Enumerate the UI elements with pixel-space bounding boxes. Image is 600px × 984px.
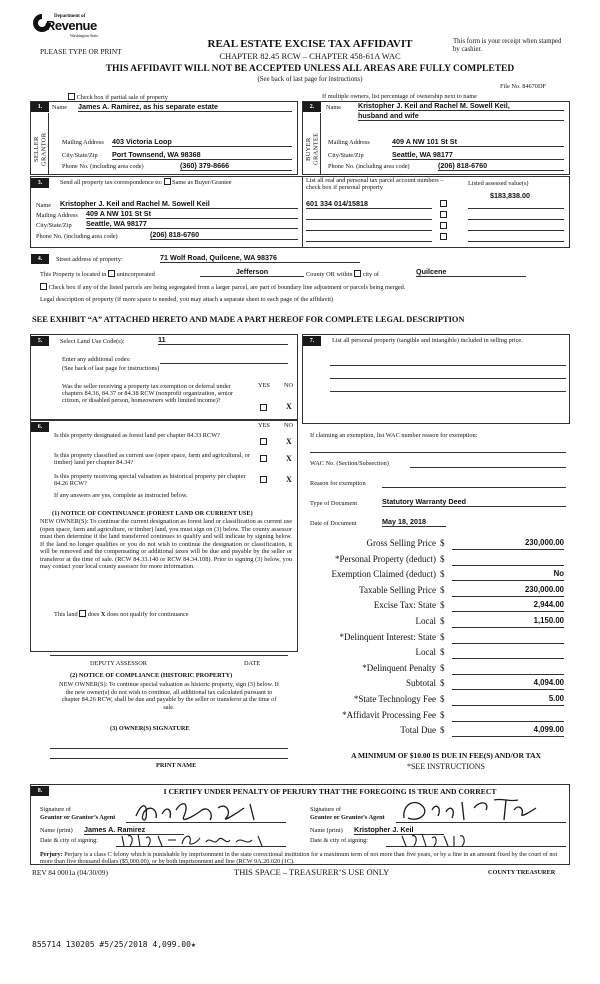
multiple-owners-note: If multiple owners, list percentage of ownership next to name bbox=[322, 93, 477, 100]
assessed-value[interactable]: $183,838.00 bbox=[490, 191, 530, 200]
seller-city-label: City/State/Zip bbox=[62, 152, 98, 159]
section5-no-mark[interactable]: X bbox=[286, 402, 292, 411]
tax-phone-value[interactable]: (206) 818-6760 bbox=[150, 231, 298, 240]
grantee-signature-label-2: Grantee or Grantee’s Agent bbox=[310, 814, 385, 821]
land-use-see-back: (See back of last page for instructions) bbox=[62, 365, 160, 372]
land-use-code[interactable]: 11 bbox=[158, 336, 288, 345]
perjury-notice bbox=[40, 851, 566, 866]
section6-no-header: NO bbox=[284, 422, 294, 429]
section-8-number: 8. bbox=[31, 786, 49, 796]
this-land-label: This land bbox=[54, 611, 78, 618]
buyer-city-label: City/State/Zip bbox=[328, 152, 364, 159]
section-4-number: 4. bbox=[31, 254, 49, 264]
tax-phone-label: Phone No. (including area code) bbox=[36, 233, 118, 240]
partial-sale-label: Check box if partial sale of property bbox=[76, 94, 168, 101]
calc-label: Taxable Selling Price bbox=[359, 584, 436, 595]
perjury-label: Perjury: bbox=[40, 851, 63, 858]
calc-value[interactable]: 4,094.00 bbox=[452, 679, 564, 690]
print-name-label: PRINT NAME bbox=[156, 762, 197, 769]
document-type-value[interactable]: Statutory Warranty Deed bbox=[382, 498, 566, 507]
buyer-phone-label: Phone No. (including area code) bbox=[328, 163, 410, 170]
county-value[interactable]: Jefferson bbox=[200, 268, 304, 277]
section-6-number: 6. bbox=[31, 422, 49, 432]
calc-label: *Delinquent Penalty bbox=[362, 662, 436, 673]
q2-no-mark[interactable]: X bbox=[286, 454, 292, 463]
does-qualify-checkbox[interactable] bbox=[79, 610, 86, 617]
current-use-question: Is this property classified as current use (open space, farm and agricultural, or timber) land per chapter 84.34? bbox=[54, 452, 250, 467]
grantee-name-label: Name (print) bbox=[310, 827, 343, 834]
tax-name-value[interactable]: Kristopher J. Keil and Rachel M. Sowell Keil bbox=[60, 200, 298, 209]
parcel-1-personal-checkbox[interactable] bbox=[440, 200, 447, 207]
grantee-signature-label-1: Signature of bbox=[310, 806, 341, 813]
buyer-phone-value[interactable]: (206) 818-6760 bbox=[438, 162, 564, 171]
seller-address-label: Mailing Address bbox=[62, 139, 104, 146]
calc-value[interactable]: 230,000.00 bbox=[452, 586, 564, 597]
logo-main-text: Revenue bbox=[46, 18, 97, 33]
tax-city-label: City/State/Zip bbox=[36, 222, 72, 229]
county-label: County OR within bbox=[306, 271, 353, 278]
segregated-row bbox=[40, 283, 570, 291]
calc-currency: $ bbox=[440, 662, 445, 673]
forest-land-question: Is this property designated as forest land per chapter 84.33 RCW? bbox=[54, 432, 220, 439]
calc-value[interactable]: 2,944.00 bbox=[452, 601, 564, 612]
section-1-number: 1. bbox=[31, 102, 49, 112]
notice-continuance-title: (1) NOTICE OF CONTINUANCE (FOREST LAND OR CURRENT USE) bbox=[52, 510, 253, 517]
calc-label: Total Due bbox=[400, 725, 436, 736]
seller-name-label: Name bbox=[52, 104, 68, 111]
if-yes-instruction: If any answers are yes, complete as instructed below. bbox=[54, 492, 188, 499]
grantee-signature[interactable] bbox=[398, 796, 558, 824]
section-5-number: 5. bbox=[31, 336, 49, 346]
same-as-buyer-label: Same as Buyer/Grantee bbox=[172, 179, 232, 186]
grantee-date-label: Date & city of signing: bbox=[310, 837, 369, 844]
section-2-number: 2. bbox=[303, 102, 321, 112]
form-title: REAL ESTATE EXCISE TAX AFFIDAVIT bbox=[207, 38, 413, 50]
calc-value[interactable]: 230,000.00 bbox=[452, 539, 564, 550]
unincorporated-label: unincorporated bbox=[116, 271, 155, 278]
grantor-date-city-handwriting[interactable] bbox=[118, 832, 278, 848]
q3-no-mark[interactable]: X bbox=[286, 475, 292, 484]
notice-compliance-title: (2) NOTICE OF COMPLIANCE (HISTORIC PROPERTY) bbox=[70, 672, 233, 679]
location-row bbox=[40, 270, 155, 278]
tax-name-label: Name bbox=[36, 202, 52, 209]
county-treasurer-label: COUNTY TREASURER bbox=[488, 869, 556, 876]
partial-sale-row bbox=[68, 93, 168, 101]
section-3-number: 3. bbox=[31, 178, 49, 188]
calc-label: Local bbox=[415, 647, 436, 658]
form-revision: REV 84 0001a (04/30/09) bbox=[32, 868, 108, 877]
unincorporated-checkbox[interactable] bbox=[108, 270, 115, 277]
q1-yes-checkbox[interactable] bbox=[260, 438, 267, 445]
calc-label: *Personal Property (deduct) bbox=[335, 553, 436, 564]
calc-currency: $ bbox=[440, 584, 445, 595]
calc-currency: $ bbox=[440, 600, 445, 611]
section5-yes-header: YES bbox=[258, 382, 270, 389]
seller-phone-label: Phone No. (including area code) bbox=[62, 163, 144, 170]
grantor-signature[interactable] bbox=[132, 798, 282, 824]
calc-label: Subtotal bbox=[405, 678, 436, 689]
calc-label: Excise Tax: State bbox=[373, 600, 436, 611]
grantor-name-value[interactable]: James A. Ramirez bbox=[84, 826, 184, 835]
grantee-name-value[interactable]: Kristopher J. Keil bbox=[354, 826, 444, 835]
section6-yes-header: YES bbox=[258, 422, 270, 429]
calc-label: *Delinquent Interest: State bbox=[339, 631, 436, 642]
deputy-date-label: DATE bbox=[244, 660, 261, 667]
perjury-text: Perjury is a class C felony which is punishable by imprisonment in the state correctional institution for a maximum term of not more than five years, or by a fine in an amount fixed by the court of not more than five thousand dollars ($5,000.00), or by both imprisonment and fine (RCW 9A.20.020 (1C). bbox=[40, 851, 558, 866]
owner-signature-label: (3) OWNER(S) SIGNATURE bbox=[110, 725, 190, 732]
calc-currency: $ bbox=[440, 553, 445, 564]
see-instructions-text: *SEE INSTRUCTIONS bbox=[406, 762, 485, 771]
buyer-side-label: BUYER GRANTEE bbox=[305, 132, 320, 166]
document-date-label: Date of Document bbox=[310, 520, 357, 527]
calc-value[interactable]: 5.00 bbox=[452, 695, 564, 706]
segregated-checkbox[interactable] bbox=[40, 283, 47, 290]
send-correspondence-row bbox=[60, 178, 232, 186]
does-label: does bbox=[87, 611, 100, 618]
exhibit-a-text: SEE EXHIBIT “A” ATTACHED HERETO AND MADE A PART HEREOF FOR COMPLETE LEGAL DESCRIPTION bbox=[32, 315, 465, 324]
grantor-name-label: Name (print) bbox=[40, 827, 73, 834]
send-correspondence-label: Send all property tax correspondence to: bbox=[60, 179, 162, 186]
land-use-section bbox=[30, 334, 298, 420]
deputy-assessor-label: DEPUTY ASSESSOR bbox=[90, 660, 147, 667]
street-address-value[interactable]: 71 Wolf Road, Quilcene, WA 98376 bbox=[160, 254, 360, 263]
document-type-label: Type of Document bbox=[310, 500, 358, 507]
calc-label: Gross Selling Price bbox=[366, 538, 436, 548]
parcel-number-1[interactable]: 601 334 014/15818 bbox=[306, 200, 432, 209]
seller-phone-value[interactable]: (360) 379-8666 bbox=[180, 162, 292, 171]
seller-exemption-question: Was the seller receiving a property tax exemption or deferral under chapters 84.36, 84.37 or 84.38 RCW (nonprofit organization, senior citizen, or disabled person, homeowners with limited income)? bbox=[62, 383, 233, 405]
parcel-numbers-label: List all real and personal tax parcel account numbers – check box if personal property bbox=[306, 177, 444, 192]
city-value[interactable]: Quilcene bbox=[416, 268, 526, 277]
personal-property-section bbox=[302, 334, 570, 424]
parcel-4-personal-checkbox[interactable] bbox=[440, 233, 447, 240]
land-use-label: Select Land Use Code(s): bbox=[60, 338, 125, 345]
grantor-signature-label-2: Grantor or Grantor’s Agent bbox=[40, 814, 116, 821]
personal-property-label: List all personal property (tangible and intangible) included in selling price. bbox=[332, 337, 523, 344]
calc-label: *State Technology Fee bbox=[353, 694, 436, 704]
document-date-value[interactable]: May 18, 2018 bbox=[382, 518, 446, 527]
certify-statement: I CERTIFY UNDER PENALTY OF PERJURY THAT THE FOREGOING IS TRUE AND CORRECT bbox=[163, 787, 497, 796]
calc-value[interactable]: 1,150.00 bbox=[452, 617, 564, 628]
seller-side-label: SELLER GRANTOR bbox=[33, 132, 48, 166]
does-not-mark[interactable]: X bbox=[100, 611, 106, 618]
within-city-checkbox[interactable] bbox=[354, 270, 361, 277]
seller-name-value[interactable]: James A. Ramirez, as his separate estate bbox=[78, 103, 292, 112]
buyer-name-line1[interactable]: Kristopher J. Keil and Rachel M. Sowell Keil, bbox=[358, 102, 564, 111]
tax-calculation bbox=[302, 538, 570, 740]
calc-label: Exemption Claimed (deduct) bbox=[331, 569, 436, 580]
calc-currency: $ bbox=[440, 647, 445, 658]
calc-value[interactable] bbox=[452, 648, 564, 659]
see-back-note: (See back of last page for instructions) bbox=[257, 76, 363, 83]
section5-yes-checkbox[interactable] bbox=[260, 404, 267, 411]
dor-logo bbox=[30, 11, 100, 49]
section-7-number: 7. bbox=[303, 336, 321, 346]
calc-value[interactable]: No bbox=[452, 570, 564, 581]
notice-compliance-body: NEW OWNER(S): To continue special valuation as historic property, sign (3) below. If the new owner(s) do not wish to continue, all additional tax calculated pursuant to chapter 84.26 RCW, shall be due and payable by the seller or transferor at the time of sale. bbox=[59, 681, 279, 711]
parcel-2-personal-checkbox[interactable] bbox=[440, 211, 447, 218]
logo-top-text: Department of bbox=[54, 14, 86, 19]
tax-address-label: Mailing Address bbox=[36, 212, 78, 219]
q3-yes-checkbox[interactable] bbox=[260, 476, 267, 483]
tax-address-value[interactable]: 409 A NW 101 St St bbox=[86, 210, 298, 219]
buyer-address-value[interactable]: 409 A NW 101 St St bbox=[392, 138, 564, 147]
calc-currency: $ bbox=[440, 616, 445, 626]
does-not-label: does not qualify for continuance bbox=[107, 611, 189, 618]
grantor-date-label: Date & city of signing: bbox=[40, 837, 99, 844]
calc-value[interactable] bbox=[452, 555, 564, 566]
city-of-label: city of bbox=[362, 271, 379, 278]
calc-label: *Affidavit Processing Fee bbox=[342, 709, 436, 720]
exemption-wac-label: If claiming an exemption, list WAC number reason for exemption: bbox=[310, 432, 478, 439]
seller-city-value[interactable]: Port Townsend, WA 98368 bbox=[112, 151, 292, 160]
city-row bbox=[306, 270, 379, 278]
street-address-label: Street address of property: bbox=[56, 256, 123, 263]
section5-no-header: NO bbox=[284, 382, 294, 389]
calc-currency: $ bbox=[440, 538, 445, 548]
same-as-buyer-checkbox[interactable] bbox=[164, 178, 171, 185]
assessed-value-label: Listed assessed value(s) bbox=[468, 180, 529, 187]
tax-city-value[interactable]: Seattle, WA 98177 bbox=[86, 220, 298, 229]
calc-currency: $ bbox=[440, 725, 445, 736]
minimum-due-text: A MINIMUM OF $10.00 IS DUE IN FEE(S) AND/OR TAX bbox=[351, 751, 541, 760]
calc-value[interactable] bbox=[452, 664, 564, 675]
legal-description-label: Legal description of property (if more space is needed, you may attach a separate sheet to each page of the affidavit) bbox=[40, 296, 334, 303]
buyer-name-line2[interactable]: husband and wife bbox=[358, 112, 564, 121]
parcel-3-personal-checkbox[interactable] bbox=[440, 222, 447, 229]
calc-label: Local bbox=[415, 616, 436, 626]
calc-currency: $ bbox=[440, 569, 445, 580]
located-in-label: This Property is located in bbox=[40, 271, 107, 278]
additional-codes-label: Enter any additional codes: bbox=[62, 356, 131, 363]
calc-value[interactable] bbox=[452, 633, 564, 644]
calc-currency: $ bbox=[440, 631, 445, 642]
continuance-row bbox=[54, 610, 189, 618]
buyer-city-value[interactable]: Seattle, WA 98177 bbox=[392, 151, 564, 160]
calc-currency: $ bbox=[440, 694, 445, 704]
segregated-label: Check box if any of the listed parcels are being segregated from a larger parcel, are part of boundary line adjustment or parcels being merged. bbox=[48, 284, 406, 291]
calc-currency: $ bbox=[440, 678, 445, 689]
seller-address-value[interactable]: 403 Victoria Loop bbox=[112, 138, 292, 147]
receipt-note: This form is your receipt when stamped by cashier. bbox=[453, 38, 562, 53]
treasurer-space-label: THIS SPACE – TREASURER’S USE ONLY bbox=[234, 867, 390, 877]
buyer-address-label: Mailing Address bbox=[328, 139, 370, 146]
calc-value[interactable]: 4,099.00 bbox=[452, 726, 564, 737]
notice-continuance-body: NEW OWNER(S): To continue the current designation as forest land or classification as current use (open space, farm and agriculture, or timber) land, you must sign on (3) below. The county assessor must then determine if the land transferred continues to qualify and will indicate by signing below. If the land no longer qualifies or you do not wish to continue the designation or classification, it will be removed and the compensating or additional taxes will be due and payable by the seller or transferor at the time of sale. (RCW 84.33.140 or RCW 84.34.108). Prior to signing (3) below, you may contact your local county assessor for more information. bbox=[40, 518, 292, 571]
q1-no-mark[interactable]: X bbox=[286, 437, 292, 446]
partial-sale-checkbox[interactable] bbox=[68, 93, 75, 100]
q2-yes-checkbox[interactable] bbox=[260, 455, 267, 462]
logo-sub-text: Washington State bbox=[70, 33, 99, 38]
exemption-reason-label: Reason for exemption bbox=[310, 480, 366, 487]
grantor-signature-label-1: Signature of bbox=[40, 806, 71, 813]
file-number: File No. 84670DF bbox=[500, 83, 547, 90]
buyer-name-label: Name bbox=[326, 104, 342, 111]
wac-number-label: WAC No. (Section/Subsection) bbox=[310, 460, 389, 467]
warning-text: THIS AFFIDAVIT WILL NOT BE ACCEPTED UNLESS ALL AREAS ARE FULLY COMPLETED bbox=[105, 64, 515, 74]
historic-property-question: Is this property receiving special valuation as historical property per chapter 84.26 RCW? bbox=[54, 473, 246, 488]
grantee-date-handwriting[interactable] bbox=[398, 832, 478, 848]
calc-currency: $ bbox=[440, 709, 445, 720]
calc-value[interactable] bbox=[452, 711, 564, 722]
cashier-stamp: 855714 130205 #5/25/2018 4,099.00★ bbox=[32, 940, 196, 949]
form-subtitle: CHAPTER 82.45 RCW – CHAPTER 458-61A WAC bbox=[219, 51, 401, 61]
please-type-text: PLEASE TYPE OR PRINT bbox=[40, 47, 122, 56]
